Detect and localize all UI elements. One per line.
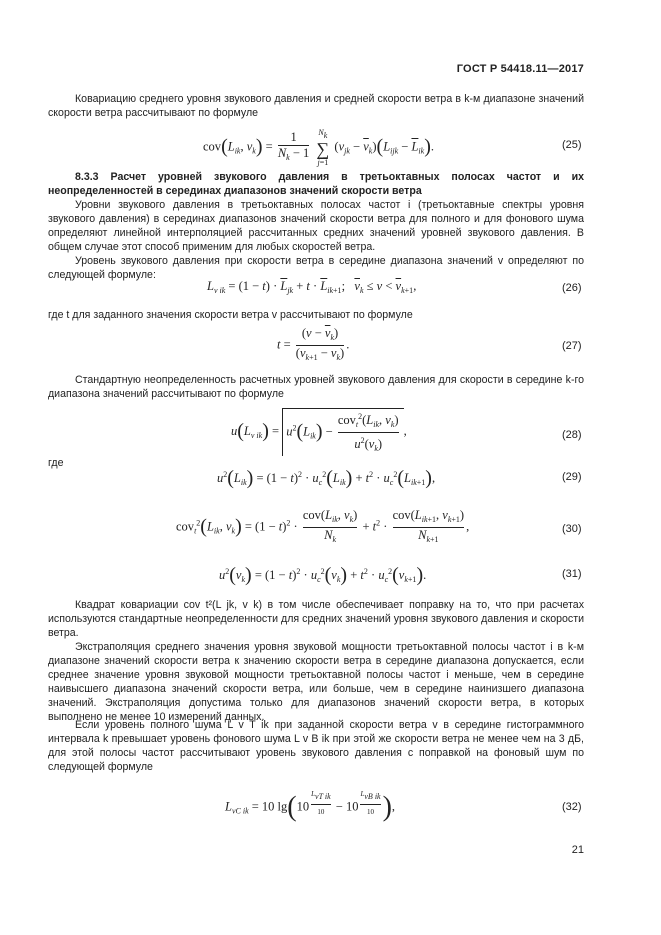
formula-32: $L_{vC ik} = 10$ lg(10 $^{\frac{L_{vT ik}}{10}}$ − 10 $^{\frac{L_{vB ik}}{10}}$ ), [225,790,396,823]
page-number: 21 [571,844,584,856]
equation-number-31: (31) [562,568,582,580]
where-label: где [48,457,64,469]
paragraph-uncertainty-intro: Стандартную неопределенность расчетных уровней звукового давления для скорости в середине k-го диапазона значений рассчитывают по формуле [48,374,584,400]
equation-number-30: (30) [562,523,582,535]
formula-25: $cov(L_{ik}$, $v_k$) = $\frac{1}{N_k - 1}$ $N_k$ ∑ j=1 $(v_{jk} - \overline{v}_k)(L_{ijk} - \overline{L}_{ik})$. [203,128,434,167]
formula-26: $L_{v ik} = (1 - t) \cdot \overline{L}_{jk} + t \cdot \overline{L}_{ik+1}$; $\overline{v}_k \le v < \overline{v}_{k+1}$, [207,279,417,295]
equation-number-29: (29) [562,471,582,483]
paragraph-covariance-intro: Ковариацию среднего уровня звукового давления и средней скорости ветра в k-м диапазоне значений скорости ветра рассчитывают по формуле [48,93,584,119]
paragraph-level-formula-intro: Уровень звукового давления при скорости ветра в середине диапазона значений v определяют по следующей формуле: [48,255,584,281]
equation-number-27: (27) [562,340,582,352]
formula-31: $u^2(v_k) = (1 - t)^2 \cdot u_c^2(v_k) + t^2 \cdot u_c^2(v_{k+1})$. [219,564,427,586]
equation-number-32: (32) [562,801,582,813]
formula-30: $cov_t^2(L_{ik}$, $v_k) = (1 - t)^2$ · $\frac{cov(L_{ik}, v_k)}{N_k}$ + $t^2$ · $\frac{cov(L_{ik+1}, v_{k+1})}{N_{k+1}}$ , [176,508,469,547]
equation-number-28: (28) [562,429,582,441]
equation-number-25: (25) [562,139,582,151]
paragraph-interpolation: Уровни звукового давления в третьоктавных полосах частот i (третьоктавные спектры уровня звукового давления) в серединах диапазонов значений скорости ветра для полного и для фонового шума определяют линейной интерполяцией рассчитанных средних значений уровней звукового давления. В общем случае этот способ применим для любых скоростей ветра. [48,199,584,253]
equation-number-26: (26) [562,282,582,294]
document-header: ГОСТ Р 54418.11—2017 [456,63,584,75]
paragraph-t-definition: где t для заданного значения скорости ветра v рассчитывают по формуле [48,309,413,321]
paragraph-background-correction: Если уровень полного шума L v T ik при заданной скорости ветра v в середине гистограммного интервала k превышает уровень фонового шума L v B ik при этой же скорости ветра не менее чем на 3 дБ, для этой полосы частот рассчитывают уровень звукового давления с поправкой на фоновый шум по следующей формуле [48,719,584,773]
formula-29: $u^2(L_{ik}) = (1 - t)^2 \cdot u_c^2(L_{ik}) + t^2 \cdot u_c^2(L_{ik+1})$, [217,467,436,489]
formula-27: t = $\frac{(v - \overline{v}_k)}{(\overline{v}_{k+1} - \overline{v}_k)}$ . [277,326,349,365]
formula-28: $u(L_{v ik}) = u^2(L_{ik})$ − $\frac{cov_t^2(L_{ik}, v_k)}{u^2(v_k)}$ , [231,408,407,456]
paragraph-covariance-square: Квадрат ковариации cov t²(L jk, v k) в том числе обеспечивает поправку на то, что при расчетах используются стандартные неопределенности для средних значений уровня звукового давления и скорости ветра. [48,599,584,639]
paragraph-extrapolation: Экстраполяция среднего значения уровня звуковой мощности третьоктавной полосы частот i в k-м диапазоне значений скорости ветра к значению скорости ветра в середине диапазона допускается, если среднее значение уровня звуковой мощности третьоктавной полосы частот i меньше, чем в середине наивысшего диапазона значений скорости ветра, или больше, чем в середине наинизшего диапазона значений. Экстраполяция допустима только для диапазонов значений скорости ветра, в которых выполнено не менее 10 измерений данных. [48,641,584,723]
section-heading: 8.3.3 Расчет уровней звукового давления в третьоктавных полосах частот и их неопределенностей в серединах диапазонов значений скорости ветра [48,171,584,197]
